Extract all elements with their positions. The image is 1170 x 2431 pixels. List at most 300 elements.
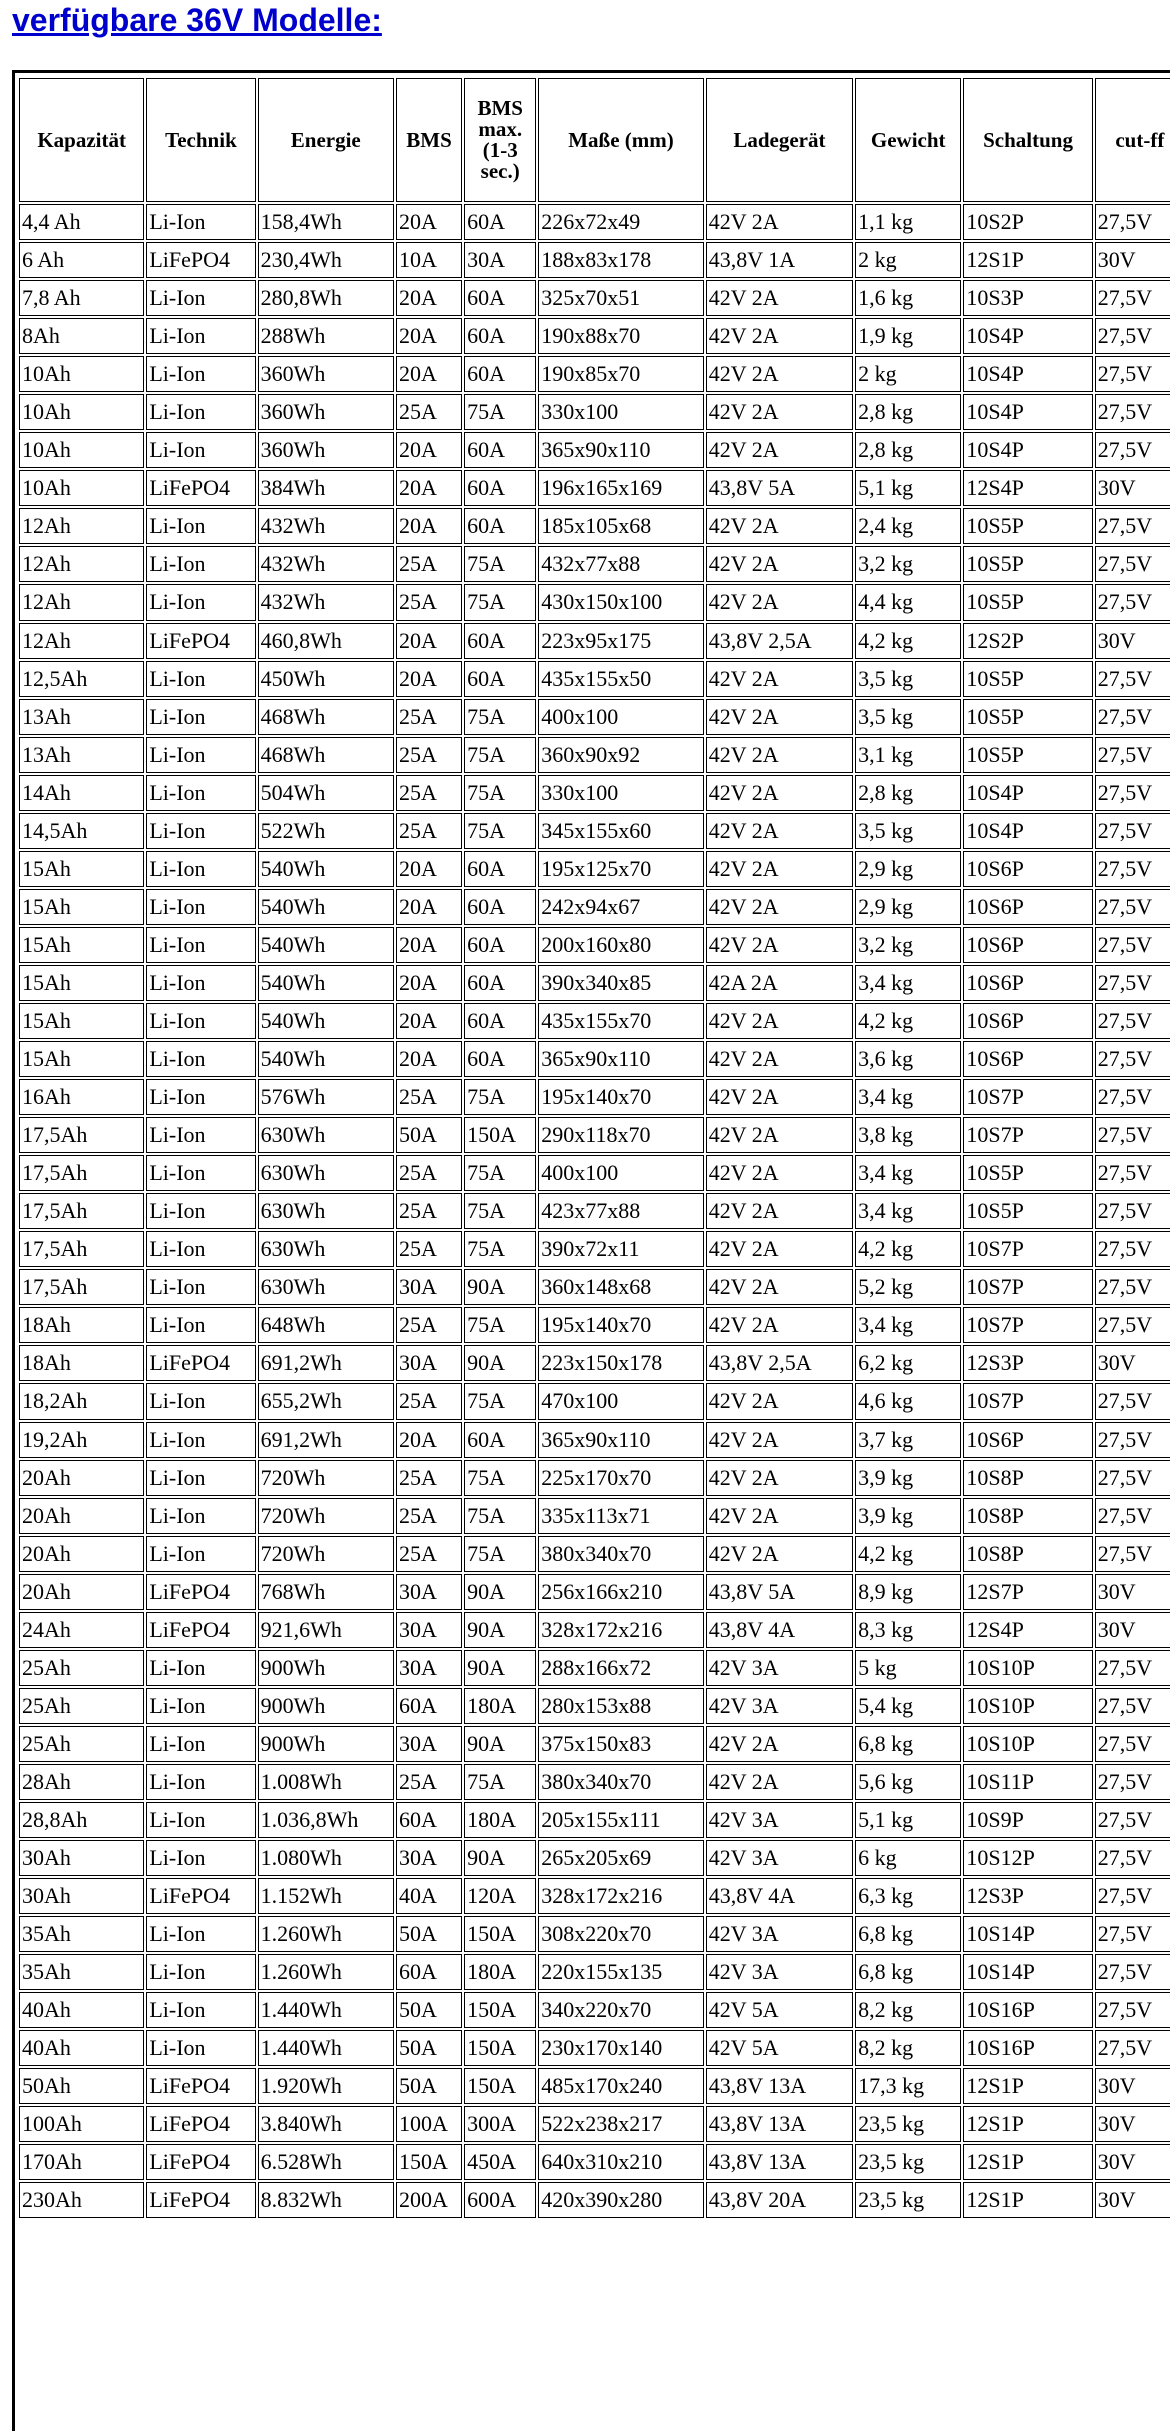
table-cell: 10S7P <box>963 1231 1092 1267</box>
table-cell: Li-Ion <box>146 851 255 887</box>
table-cell: 20A <box>396 623 462 659</box>
table-cell: 25A <box>396 1231 462 1267</box>
table-cell: 25A <box>396 699 462 735</box>
table-cell: 50A <box>396 1117 462 1153</box>
table-cell: 30Ah <box>19 1840 144 1876</box>
table-cell: 50A <box>396 2030 462 2066</box>
table-cell: 43,8V 1A <box>706 242 853 278</box>
table-cell: 380x340x70 <box>538 1764 703 1800</box>
table-cell: 42V 3A <box>706 1688 853 1724</box>
table-cell: 365x90x110 <box>538 432 703 468</box>
table-cell: 8,2 kg <box>855 1992 961 2028</box>
table-cell: LiFePO4 <box>146 1345 255 1381</box>
table-cell: 27,5V <box>1095 813 1170 849</box>
table-cell: 3,2 kg <box>855 927 961 963</box>
table-row <box>19 318 1170 354</box>
table-cell: 27,5V <box>1095 1307 1170 1343</box>
table-row <box>19 1422 1170 1458</box>
table-cell: 540Wh <box>258 1003 394 1039</box>
table-cell: 17,5Ah <box>19 1117 144 1153</box>
table-cell: 43,8V 2,5A <box>706 623 853 659</box>
table-cell: 42V 3A <box>706 1840 853 1876</box>
table-cell: 27,5V <box>1095 1383 1170 1419</box>
table-cell: 10S7P <box>963 1383 1092 1419</box>
table-row <box>19 508 1170 544</box>
table-cell: Li-Ion <box>146 546 255 582</box>
table-cell: 20A <box>396 470 462 506</box>
table-cell: 4,2 kg <box>855 1536 961 1572</box>
table-cell: 8,2 kg <box>855 2030 961 2066</box>
table-cell: 3,2 kg <box>855 546 961 582</box>
table-cell: 10S9P <box>963 1802 1092 1838</box>
table-cell: 27,5V <box>1095 1498 1170 1534</box>
table-cell: 90A <box>464 1345 536 1381</box>
table-cell: Li-Ion <box>146 737 255 773</box>
table-cell: 10S7P <box>963 1307 1092 1343</box>
table-cell: 27,5V <box>1095 1650 1170 1686</box>
table-cell: Li-Ion <box>146 356 255 392</box>
table-cell: 280x153x88 <box>538 1688 703 1724</box>
table-row <box>19 242 1170 278</box>
table-cell: 42V 2A <box>706 1383 853 1419</box>
table-cell: 365x90x110 <box>538 1041 703 1077</box>
table-cell: 12S4P <box>963 1612 1092 1648</box>
table-cell: LiFePO4 <box>146 2068 255 2104</box>
table-cell: 27,5V <box>1095 889 1170 925</box>
table-cell: 200A <box>396 2182 462 2218</box>
models-table <box>17 76 1170 2220</box>
table-cell: 384Wh <box>258 470 394 506</box>
table-cell: 20A <box>396 1003 462 1039</box>
table-cell: 18,2Ah <box>19 1383 144 1419</box>
table-cell: 42V 2A <box>706 394 853 430</box>
table-cell: 27,5V <box>1095 1422 1170 1458</box>
table-cell: 20A <box>396 318 462 354</box>
column-header: cut-ff <box>1095 78 1170 202</box>
table-row <box>19 1079 1170 1115</box>
table-cell: 60A <box>464 851 536 887</box>
table-cell: 10S5P <box>963 546 1092 582</box>
table-cell: 60A <box>464 927 536 963</box>
table-row <box>19 1231 1170 1267</box>
column-header: Energie <box>258 78 394 202</box>
column-header: Gewicht <box>855 78 961 202</box>
table-cell: 30A <box>396 1840 462 1876</box>
table-cell: 42V 2A <box>706 661 853 697</box>
table-cell: 27,5V <box>1095 1117 1170 1153</box>
table-cell: 13Ah <box>19 699 144 735</box>
table-cell: 4,4 kg <box>855 584 961 620</box>
table-cell: 3,9 kg <box>855 1498 961 1534</box>
column-header: Kapazität <box>19 78 144 202</box>
table-row <box>19 546 1170 582</box>
table-cell: 27,5V <box>1095 1726 1170 1762</box>
table-row <box>19 965 1170 1001</box>
table-cell: 14Ah <box>19 775 144 811</box>
table-cell: 630Wh <box>258 1269 394 1305</box>
table-cell: 2,8 kg <box>855 394 961 430</box>
table-cell: 30V <box>1095 1612 1170 1648</box>
table-cell: 75A <box>464 737 536 773</box>
table-cell: 288Wh <box>258 318 394 354</box>
table-cell: 6 Ah <box>19 242 144 278</box>
table-cell: 27,5V <box>1095 699 1170 735</box>
table-cell: 27,5V <box>1095 584 1170 620</box>
table-cell: 12Ah <box>19 546 144 582</box>
table-cell: Li-Ion <box>146 1498 255 1534</box>
table-cell: 328x172x216 <box>538 1612 703 1648</box>
table-row <box>19 851 1170 887</box>
table-cell: 60A <box>464 470 536 506</box>
table-cell: 10S4P <box>963 356 1092 392</box>
table-cell: 23,5 kg <box>855 2182 961 2218</box>
table-cell: 16Ah <box>19 1079 144 1115</box>
table-cell: 150A <box>464 2068 536 2104</box>
table-cell: 190x88x70 <box>538 318 703 354</box>
table-cell: 50A <box>396 1916 462 1952</box>
table-cell: 10Ah <box>19 356 144 392</box>
table-cell: 12Ah <box>19 508 144 544</box>
table-cell: 1.036,8Wh <box>258 1802 394 1838</box>
table-cell: 30V <box>1095 470 1170 506</box>
table-cell: 180A <box>464 1954 536 1990</box>
table-cell: 3,4 kg <box>855 1155 961 1191</box>
table-cell: 3,4 kg <box>855 1193 961 1229</box>
table-cell: 42V 3A <box>706 1650 853 1686</box>
table-cell: 540Wh <box>258 927 394 963</box>
table-cell: 360Wh <box>258 432 394 468</box>
table-row <box>19 813 1170 849</box>
table-row <box>19 584 1170 620</box>
table-cell: 504Wh <box>258 775 394 811</box>
table-cell: 8,9 kg <box>855 1574 961 1610</box>
table-cell: 27,5V <box>1095 1155 1170 1191</box>
table-cell: Li-Ion <box>146 1840 255 1876</box>
table-cell: 450Wh <box>258 661 394 697</box>
table-cell: 30V <box>1095 242 1170 278</box>
table-cell: 470x100 <box>538 1383 703 1419</box>
table-cell: 12S7P <box>963 1574 1092 1610</box>
table-cell: 900Wh <box>258 1650 394 1686</box>
table-cell: 18Ah <box>19 1307 144 1343</box>
table-cell: 42V 2A <box>706 1726 853 1762</box>
table-cell: Li-Ion <box>146 1231 255 1267</box>
table-cell: 432x77x88 <box>538 546 703 582</box>
table-row <box>19 1155 1170 1191</box>
table-cell: Li-Ion <box>146 1992 255 2028</box>
table-cell: 2,9 kg <box>855 851 961 887</box>
table-cell: 27,5V <box>1095 1688 1170 1724</box>
table-cell: 10S6P <box>963 965 1092 1001</box>
table-cell: 768Wh <box>258 1574 394 1610</box>
table-cell: 288x166x72 <box>538 1650 703 1686</box>
table-cell: 27,5V <box>1095 1079 1170 1115</box>
table-row <box>19 2030 1170 2066</box>
table-cell: 42V 2A <box>706 432 853 468</box>
table-cell: 10S12P <box>963 1840 1092 1876</box>
table-cell: 540Wh <box>258 965 394 1001</box>
table-cell: 27,5V <box>1095 318 1170 354</box>
table-cell: Li-Ion <box>146 280 255 316</box>
table-cell: 20Ah <box>19 1536 144 1572</box>
table-cell: 25A <box>396 813 462 849</box>
table-cell: 20A <box>396 356 462 392</box>
table-cell: 12S4P <box>963 470 1092 506</box>
table-cell: 40A <box>396 1878 462 1914</box>
table-cell: 27,5V <box>1095 204 1170 240</box>
table-cell: 10S5P <box>963 737 1092 773</box>
table-cell: 432Wh <box>258 508 394 544</box>
table-cell: 10S6P <box>963 889 1092 925</box>
table-cell: 75A <box>464 1193 536 1229</box>
table-cell: 20A <box>396 1041 462 1077</box>
table-cell: 4,2 kg <box>855 1003 961 1039</box>
table-cell: 42V 2A <box>706 813 853 849</box>
table-row <box>19 2144 1170 2180</box>
table-cell: 12S1P <box>963 2144 1092 2180</box>
table-cell: Li-Ion <box>146 1003 255 1039</box>
table-cell: 60A <box>464 1422 536 1458</box>
table-cell: 200x160x80 <box>538 927 703 963</box>
table-cell: 10S4P <box>963 432 1092 468</box>
table-cell: 150A <box>464 1916 536 1952</box>
table-cell: Li-Ion <box>146 661 255 697</box>
table-cell: LiFePO4 <box>146 1878 255 1914</box>
table-cell: 40Ah <box>19 2030 144 2066</box>
table-cell: Li-Ion <box>146 1193 255 1229</box>
table-cell: 20Ah <box>19 1574 144 1610</box>
table-cell: 15Ah <box>19 851 144 887</box>
table-cell: 256x166x210 <box>538 1574 703 1610</box>
table-cell: 3,4 kg <box>855 1307 961 1343</box>
table-cell: 290x118x70 <box>538 1117 703 1153</box>
table-cell: 42V 3A <box>706 1954 853 1990</box>
table-cell: 27,5V <box>1095 1878 1170 1914</box>
table-cell: 90A <box>464 1612 536 1648</box>
table-cell: 10S5P <box>963 699 1092 735</box>
table-cell: 25A <box>396 775 462 811</box>
table-cell: Li-Ion <box>146 1422 255 1458</box>
table-cell: 630Wh <box>258 1117 394 1153</box>
table-cell: 1.080Wh <box>258 1840 394 1876</box>
table-row <box>19 1460 1170 1496</box>
table-cell: 10S4P <box>963 775 1092 811</box>
table-cell: 540Wh <box>258 851 394 887</box>
table-cell: 90A <box>464 1840 536 1876</box>
table-cell: 60A <box>464 318 536 354</box>
table-cell: 42V 2A <box>706 851 853 887</box>
table-cell: 12S1P <box>963 2106 1092 2142</box>
table-cell: 13Ah <box>19 737 144 773</box>
table-cell: 4,2 kg <box>855 623 961 659</box>
table-cell: 15Ah <box>19 1041 144 1077</box>
table-cell: 42V 5A <box>706 2030 853 2066</box>
table-cell: 75A <box>464 1231 536 1267</box>
table-cell: Li-Ion <box>146 204 255 240</box>
table-cell: Li-Ion <box>146 1650 255 1686</box>
table-cell: 3,9 kg <box>855 1460 961 1496</box>
table-cell: 190x85x70 <box>538 356 703 392</box>
table-cell: 242x94x67 <box>538 889 703 925</box>
table-cell: 30Ah <box>19 1878 144 1914</box>
table-cell: 60A <box>464 661 536 697</box>
table-cell: 10Ah <box>19 470 144 506</box>
table-cell: 10S6P <box>963 851 1092 887</box>
table-cell: Li-Ion <box>146 2030 255 2066</box>
table-cell: Li-Ion <box>146 584 255 620</box>
table-cell: 3,8 kg <box>855 1117 961 1153</box>
table-cell: 27,5V <box>1095 1231 1170 1267</box>
table-row <box>19 1802 1170 1838</box>
table-cell: 308x220x70 <box>538 1916 703 1952</box>
table-cell: 27,5V <box>1095 1003 1170 1039</box>
table-cell: 23,5 kg <box>855 2144 961 2180</box>
table-cell: 25Ah <box>19 1650 144 1686</box>
table-cell: 600A <box>464 2182 536 2218</box>
table-cell: 300A <box>464 2106 536 2142</box>
table-cell: 42V 2A <box>706 1041 853 1077</box>
table-cell: 1.920Wh <box>258 2068 394 2104</box>
table-cell: LiFePO4 <box>146 2106 255 2142</box>
table-cell: 10A <box>396 242 462 278</box>
table-row <box>19 356 1170 392</box>
table-cell: 280,8Wh <box>258 280 394 316</box>
table-cell: Li-Ion <box>146 1041 255 1077</box>
table-cell: 10S14P <box>963 1916 1092 1952</box>
table-cell: 20A <box>396 661 462 697</box>
table-cell: 6 kg <box>855 1840 961 1876</box>
table-cell: 27,5V <box>1095 851 1170 887</box>
table-cell: 14,5Ah <box>19 813 144 849</box>
table-cell: 648Wh <box>258 1307 394 1343</box>
table-cell: 196x165x169 <box>538 470 703 506</box>
table-cell: 75A <box>464 1307 536 1343</box>
table-cell: 223x95x175 <box>538 623 703 659</box>
table-cell: 10S7P <box>963 1079 1092 1115</box>
table-row <box>19 775 1170 811</box>
column-header: Ladegerät <box>706 78 853 202</box>
table-cell: Li-Ion <box>146 1269 255 1305</box>
table-cell: 27,5V <box>1095 546 1170 582</box>
table-row <box>19 2106 1170 2142</box>
table-cell: 42V 2A <box>706 1155 853 1191</box>
table-cell: 43,8V 5A <box>706 470 853 506</box>
table-cell: 43,8V 4A <box>706 1878 853 1914</box>
table-cell: 5,2 kg <box>855 1269 961 1305</box>
table-cell: 10S10P <box>963 1688 1092 1724</box>
table-cell: 2,4 kg <box>855 508 961 544</box>
table-cell: 7,8 Ah <box>19 280 144 316</box>
table-cell: 100A <box>396 2106 462 2142</box>
table-cell: 1.008Wh <box>258 1764 394 1800</box>
table-cell: 42V 2A <box>706 737 853 773</box>
table-cell: 17,5Ah <box>19 1269 144 1305</box>
table-cell: 90A <box>464 1269 536 1305</box>
table-cell: 195x125x70 <box>538 851 703 887</box>
table-cell: 42V 2A <box>706 280 853 316</box>
table-row <box>19 432 1170 468</box>
table-cell: 30A <box>396 1574 462 1610</box>
table-cell: 50A <box>396 1992 462 2028</box>
table-cell: 75A <box>464 699 536 735</box>
table-cell: 20A <box>396 889 462 925</box>
table-cell: 27,5V <box>1095 1536 1170 1572</box>
table-cell: 158,4Wh <box>258 204 394 240</box>
table-cell: 27,5V <box>1095 737 1170 773</box>
table-cell: 30V <box>1095 2182 1170 2218</box>
table-cell: 1,9 kg <box>855 318 961 354</box>
table-cell: 468Wh <box>258 737 394 773</box>
table-cell: 27,5V <box>1095 1954 1170 1990</box>
table-cell: 330x100 <box>538 394 703 430</box>
table-row <box>19 1726 1170 1762</box>
table-cell: 42V 2A <box>706 1498 853 1534</box>
table-cell: 720Wh <box>258 1536 394 1572</box>
table-cell: 10S16P <box>963 1992 1092 2028</box>
table-cell: 25A <box>396 546 462 582</box>
table-cell: 35Ah <box>19 1916 144 1952</box>
table-cell: 30A <box>464 242 536 278</box>
table-cell: 1,1 kg <box>855 204 961 240</box>
table-cell: 25A <box>396 1193 462 1229</box>
table-cell: 43,8V 13A <box>706 2144 853 2180</box>
table-cell: 400x100 <box>538 699 703 735</box>
table-cell: 10S5P <box>963 1193 1092 1229</box>
table-cell: 12Ah <box>19 584 144 620</box>
table-cell: 20A <box>396 508 462 544</box>
table-cell: 42V 5A <box>706 1992 853 2028</box>
column-header: BMS max. (1-3 sec.) <box>464 78 536 202</box>
table-cell: 25A <box>396 1155 462 1191</box>
table-cell: 220x155x135 <box>538 1954 703 1990</box>
table-cell: 522x238x217 <box>538 2106 703 2142</box>
table-cell: 42V 2A <box>706 1422 853 1458</box>
table-row <box>19 1612 1170 1648</box>
table-cell: 30V <box>1095 2144 1170 2180</box>
table-cell: 60A <box>396 1802 462 1838</box>
table-cell: 3,5 kg <box>855 699 961 735</box>
table-cell: 27,5V <box>1095 965 1170 1001</box>
table-cell: 15Ah <box>19 965 144 1001</box>
table-cell: 30A <box>396 1612 462 1648</box>
table-cell: 90A <box>464 1574 536 1610</box>
table-cell: 540Wh <box>258 1041 394 1077</box>
table-cell: 360Wh <box>258 356 394 392</box>
table-cell: 20Ah <box>19 1460 144 1496</box>
table-cell: 42V 3A <box>706 1916 853 1952</box>
table-cell: 10S8P <box>963 1498 1092 1534</box>
table-cell: 60A <box>464 204 536 240</box>
table-cell: 17,3 kg <box>855 2068 961 2104</box>
table-cell: 42V 2A <box>706 775 853 811</box>
table-cell: 10S10P <box>963 1650 1092 1686</box>
table-cell: 6,8 kg <box>855 1916 961 1952</box>
table-cell: 921,6Wh <box>258 1612 394 1648</box>
table-cell: 8.832Wh <box>258 2182 394 2218</box>
table-cell: 325x70x51 <box>538 280 703 316</box>
table-cell: 27,5V <box>1095 1992 1170 2028</box>
table-cell: 42V 3A <box>706 1802 853 1838</box>
table-cell: 5,1 kg <box>855 1802 961 1838</box>
table-cell: 30A <box>396 1345 462 1381</box>
table-body <box>19 204 1170 2218</box>
table-cell: 25A <box>396 737 462 773</box>
table-cell: 60A <box>464 1041 536 1077</box>
table-cell: Li-Ion <box>146 1916 255 1952</box>
table-cell: 655,2Wh <box>258 1383 394 1419</box>
table-row <box>19 1269 1170 1305</box>
table-cell: 630Wh <box>258 1155 394 1191</box>
